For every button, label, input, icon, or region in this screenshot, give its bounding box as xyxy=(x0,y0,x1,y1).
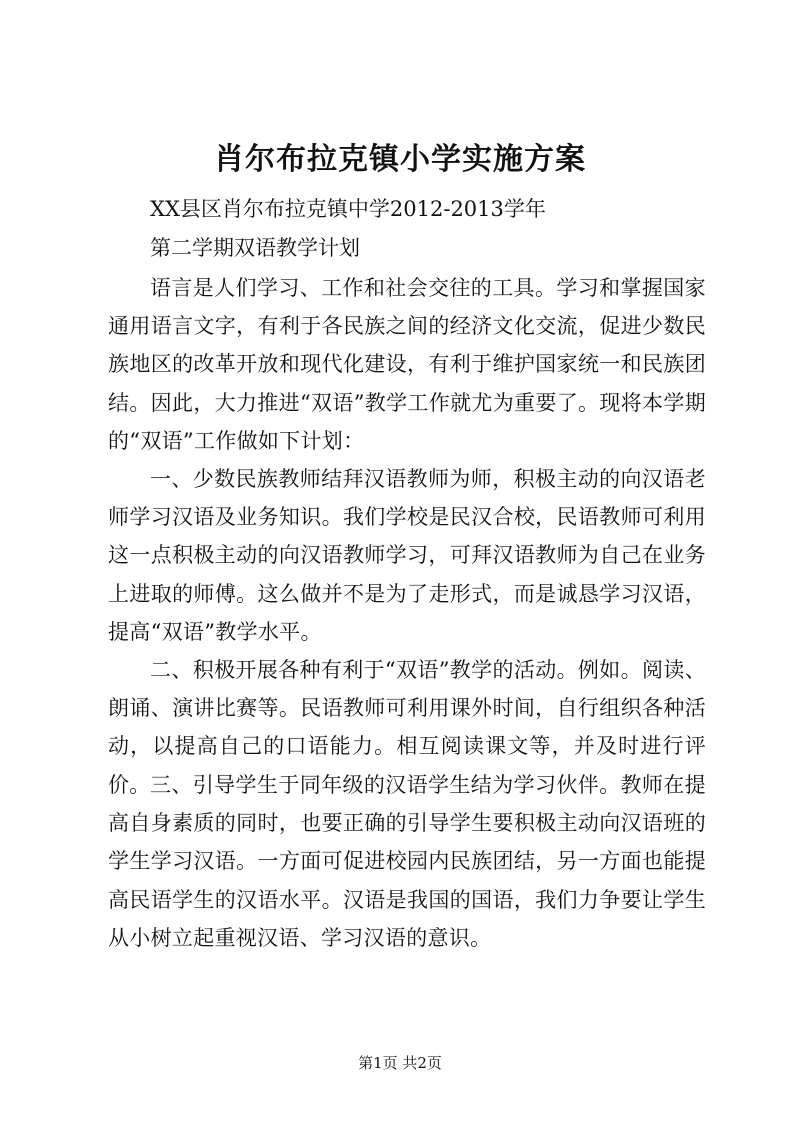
paragraph-intro: 语言是人们学习、工作和社会交往的工具。学习和掌握国家通用语言文字，有利于各民族之间的经济文化交流，促进少数民族地区的改革开放和现代化建设，有利于维护国家统一和民族团结。因此，大力推进“双语”教学工作就尤为重要了。现将本学期的“双语”工作做如下计划： xyxy=(108,276,706,453)
paragraph-point-three: 三、引导学生于同年级的汉语学生结为学习伙伴。教师在提高自身素质的同时，也要正确的引导学生要积极主动向汉语班的学生学习汉语。一方面可促进校园内民族团结，另一方面也能提高民语学生的汉语水平。汉语是我国的国语，我们力争要让学生从小树立起重视汉语、学习汉语的意识。 xyxy=(108,773,706,950)
page-indicator: 第1页 共2页 xyxy=(358,1054,442,1072)
subtitle-school-year: XX县区肖尔布拉克镇中学2012-2013学年 xyxy=(150,197,546,221)
paragraph-point-one: 一、少数民族教师结拜汉语教师为师，积极主动的向汉语老师学习汉语及业务知识。我们学校是民汉合校，民语教师可利用这一点积极主动的向汉语教师学习，可拜汉语教师为自己在业务上进取的师傅。这么做并不是为了走形式，而是诚恳学习汉语，提高“双语”教学水平。 xyxy=(108,467,706,644)
subtitle-plan-name: 第二学期双语教学计划 xyxy=(150,236,360,260)
paragraph-point-two: 二、积极开展各种有利于“双语”教学的活动。例如。阅读、朗诵、演讲比赛等。民语教师可利用课外时间，自行组织各种活动，以提高自己的口语能力。相互阅读课文等，并及时进行评价。 xyxy=(108,658,706,797)
document-title: 肖尔布拉克镇小学实施方案 xyxy=(214,142,586,177)
